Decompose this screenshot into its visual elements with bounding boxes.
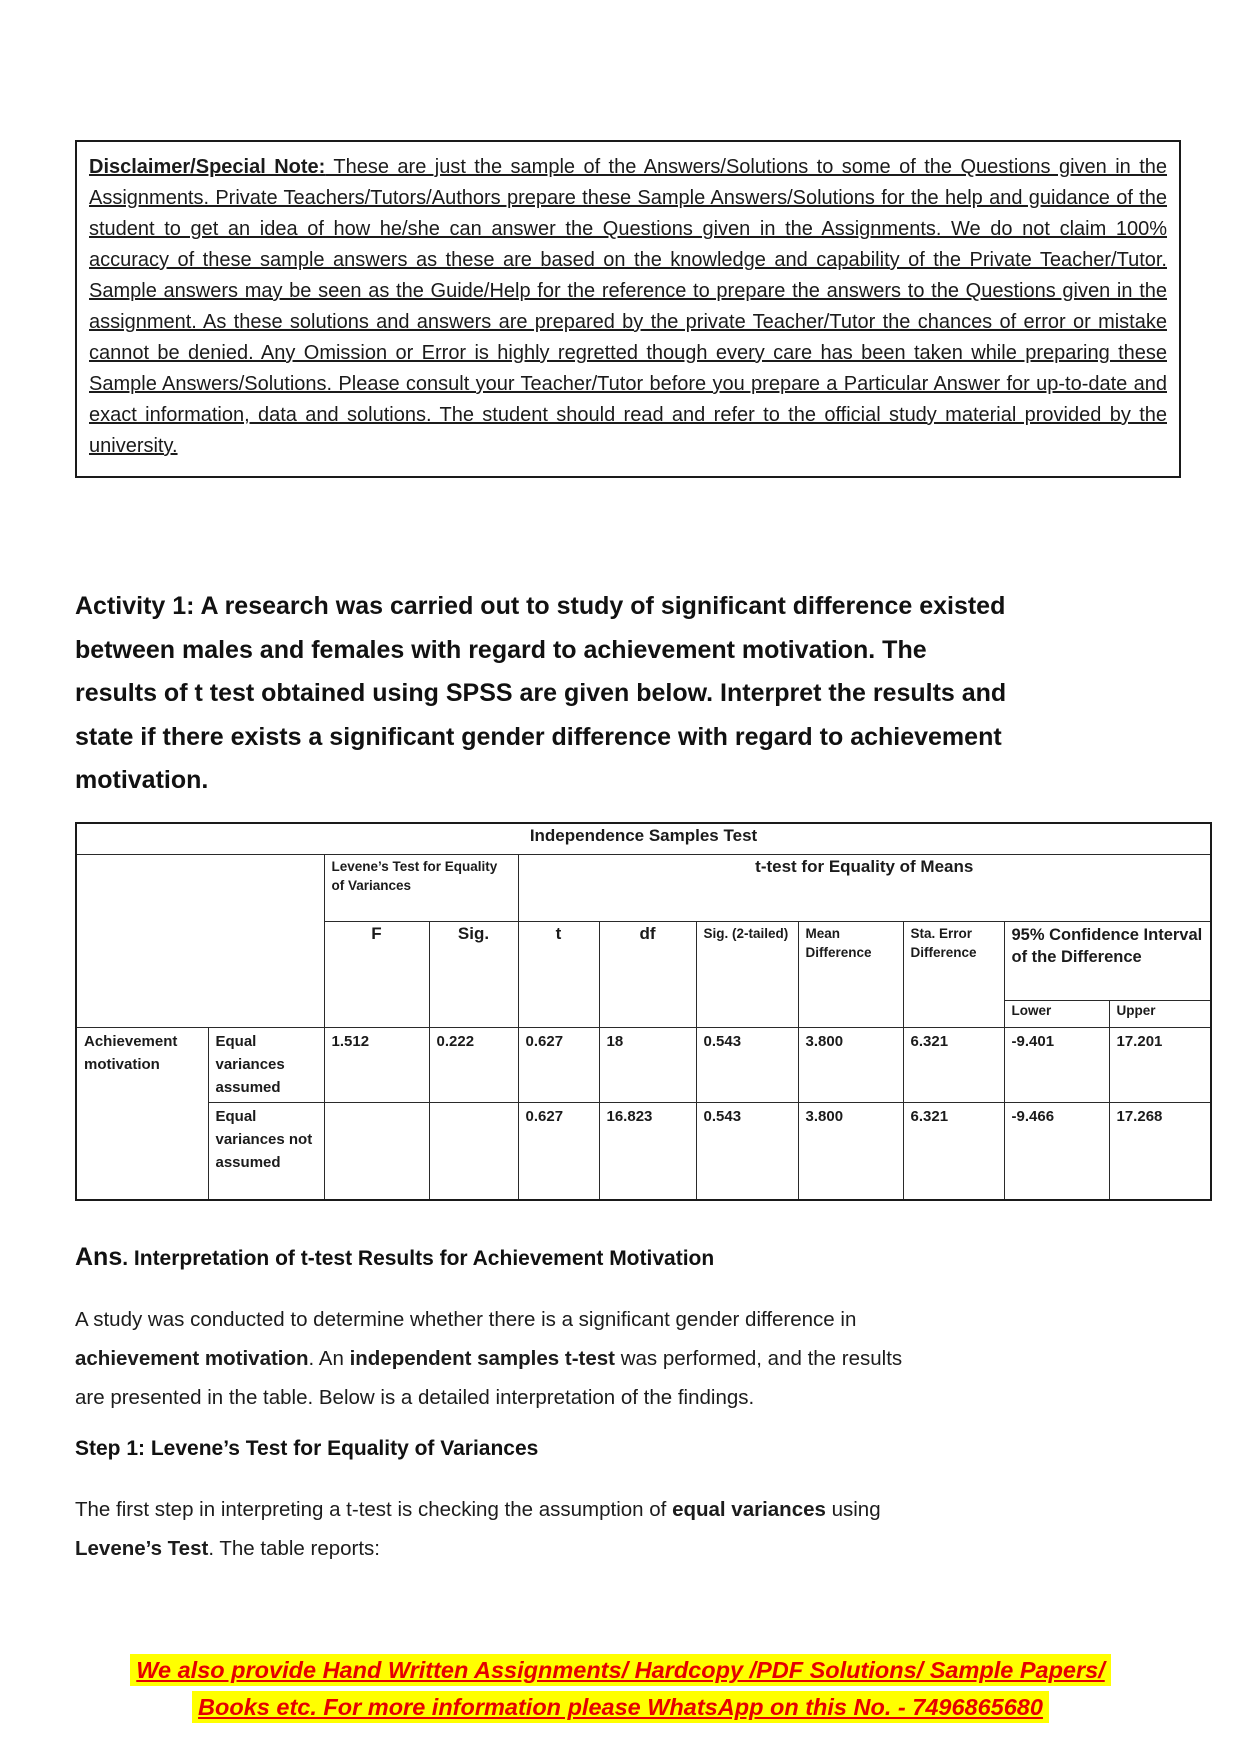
col-header-mean-difference: Mean Difference	[798, 922, 903, 1028]
bold-term: achievement motivation	[75, 1347, 309, 1370]
col-header-confidence-interval: 95% Confidence Interval of the Difference	[1004, 922, 1211, 1001]
disclaimer-lead: Disclaimer/Special Note:	[89, 156, 326, 178]
col-header-upper: Upper	[1109, 1001, 1211, 1028]
col-header-lower: Lower	[1004, 1001, 1109, 1028]
col-header-f: F	[324, 922, 429, 1028]
cell-assumed-lower: -9.401	[1004, 1028, 1109, 1103]
paragraph-text: . An	[308, 1347, 350, 1370]
answer-label: Ans	[75, 1243, 123, 1271]
activity-heading-line: results of t test obtained using SPSS are given below. Interpret the results and	[75, 679, 1007, 707]
ttest-header-cell: t-test for Equality of Means	[518, 855, 1211, 922]
activity-heading-line: motivation.	[75, 766, 209, 794]
paragraph-text: using	[825, 1498, 881, 1521]
cell-notassumed-lower: -9.466	[1004, 1103, 1109, 1201]
independence-samples-table-wrap	[75, 822, 1212, 1201]
paragraph-text: A study was conducted to determine whether there is a significant gender difference in	[75, 1308, 857, 1331]
col-header-t: t	[518, 922, 599, 1028]
activity-heading	[75, 585, 1135, 803]
promo-banner-line-1: We also provide Hand Written Assignments/ Hardcopy /PDF Solutions/ Sample Papers/	[130, 1654, 1111, 1686]
cell-assumed-t: 0.627	[518, 1028, 599, 1103]
bold-term: equal variances	[672, 1498, 826, 1521]
col-header-sig: Sig.	[429, 922, 518, 1028]
cell-assumed-std-error: 6.321	[903, 1028, 1004, 1103]
paragraph-line	[75, 1378, 1090, 1417]
answer-heading	[75, 1243, 1135, 1272]
cell-notassumed-df: 16.823	[599, 1103, 696, 1201]
promo-banner-line-2: Books etc. For more information please WhatsApp on this No. - 7496865680	[192, 1691, 1049, 1723]
paragraph-levene	[75, 1490, 1090, 1568]
step1-heading: Step 1: Levene’s Test for Equality of Variances	[75, 1437, 539, 1460]
cell-notassumed-sig2: 0.543	[696, 1103, 798, 1201]
levene-header-cell: Levene’s Test for Equality of Variances	[324, 855, 518, 922]
col-header-std-error-difference: Sta. Error Difference	[903, 922, 1004, 1028]
cell-assumed-mean-difference: 3.800	[798, 1028, 903, 1103]
paragraph-text: was performed, and the results	[615, 1347, 903, 1370]
paragraph-line	[75, 1529, 1090, 1568]
paragraph-line	[75, 1300, 1090, 1339]
col-header-sig2tailed: Sig. (2-tailed)	[696, 922, 798, 1028]
promo-banner	[0, 1652, 1241, 1726]
col-header-df: df	[599, 922, 696, 1028]
table-title: Independence Samples Test	[76, 823, 1211, 855]
paragraph-text: . The table reports:	[208, 1537, 380, 1560]
cell-notassumed-upper: 17.268	[1109, 1103, 1211, 1201]
row-label-achievement-motivation: Achievement motivation	[76, 1028, 208, 1201]
table-corner-cell	[76, 855, 324, 1028]
cell-notassumed-std-error: 6.321	[903, 1103, 1004, 1201]
cell-notassumed-mean-difference: 3.800	[798, 1103, 903, 1201]
cell-assumed-df: 18	[599, 1028, 696, 1103]
cell-notassumed-f	[324, 1103, 429, 1201]
paragraph-text: The first step in interpreting a t-test is checking the assumption of	[75, 1498, 673, 1521]
activity-heading-line: Activity 1: A research was carried out to study of significant difference existed	[75, 592, 1006, 620]
activity-heading-line: state if there exists a significant gender difference with regard to achievement	[75, 722, 1002, 751]
independence-samples-table	[75, 822, 1212, 1201]
cell-assumed-sig: 0.222	[429, 1028, 518, 1103]
cell-assumed-f: 1.512	[324, 1028, 429, 1103]
cell-notassumed-t: 0.627	[518, 1103, 599, 1201]
answer-heading-text: . Interpretation of t-test Results for Achievement Motivation	[122, 1247, 715, 1270]
row-label-equal-variances-not-assumed: Equal variances not assumed	[208, 1103, 324, 1201]
disclaimer-body: These are just the sample of the Answers/Solutions to some of the Questions given in the Assignments. Private Teachers/Tutors/Authors prepare these Sample Answers/Solutions for the help and guidance of the student to get an idea of how he/she can answer the Questions given in the Assignments. We do not claim 100% accuracy of these sample answers as these are based on the knowledge and capability of the Private Teacher/Tutor. Sample answers may be seen as the Guide/Help for the reference to prepare the answers to the Questions given in the assignment. As these solutions and answers are prepared by the private Teacher/Tutor the chances of error or mistake cannot be denied. Any Omission or Error is highly regretted though every care has been taken while preparing these Sample Answers/Solutions. Please consult your Teacher/Tutor before you prepare a Particular Answer for up-to-date and exact information, data and solutions. The student should read and refer to the official study material provided by the university.	[89, 156, 1167, 457]
disclaimer-box	[75, 140, 1181, 478]
row-label-equal-variances-assumed: Equal variances assumed	[208, 1028, 324, 1103]
paragraph-text: are presented in the table. Below is a detailed interpretation of the findings.	[75, 1386, 755, 1409]
activity-heading-line: between males and females with regard to achievement motivation. The	[75, 635, 927, 664]
paragraph-line	[75, 1339, 1090, 1378]
bold-term: independent samples t-test	[349, 1347, 615, 1370]
cell-notassumed-sig	[429, 1103, 518, 1201]
paragraph-study	[75, 1300, 1090, 1417]
cell-assumed-sig2: 0.543	[696, 1028, 798, 1103]
cell-assumed-upper: 17.201	[1109, 1028, 1211, 1103]
bold-term: Levene’s Test	[75, 1537, 209, 1560]
paragraph-line	[75, 1490, 1090, 1529]
